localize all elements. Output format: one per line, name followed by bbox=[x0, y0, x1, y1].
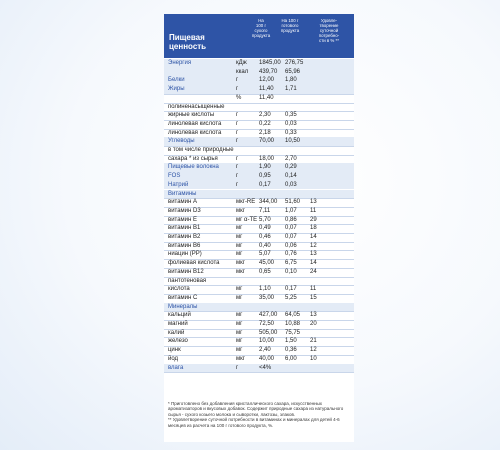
table-row bbox=[164, 163, 354, 172]
cell-name: витамин В2 bbox=[168, 234, 201, 240]
cell-v1: 0,46 bbox=[259, 234, 271, 240]
cell-v3: 11 bbox=[310, 207, 317, 214]
table-row bbox=[164, 59, 354, 68]
cell-v2: 1,71 bbox=[285, 86, 297, 93]
cell-v3: 13 bbox=[310, 199, 317, 206]
table-row bbox=[164, 285, 354, 294]
cell-unit: мг bbox=[236, 329, 243, 336]
cell-v1: 2,18 bbox=[259, 129, 271, 136]
cell-v2: 0,33 bbox=[285, 129, 297, 136]
cell-v2: 75,75 bbox=[285, 329, 301, 336]
col2-line: готового bbox=[281, 23, 299, 28]
cell-name: в том числе природные bbox=[168, 147, 234, 153]
cell-v3: 12 bbox=[310, 242, 317, 249]
cell-v1: 45,00 bbox=[259, 260, 275, 267]
table-row bbox=[164, 172, 354, 181]
cell-v2: 1,80 bbox=[285, 77, 297, 84]
col1-line: сухого bbox=[254, 28, 268, 33]
cell-unit: г bbox=[236, 112, 239, 119]
cell-name: пантотеновая bbox=[168, 277, 207, 284]
cell-v2: 0,10 bbox=[285, 268, 297, 275]
table-row bbox=[164, 146, 354, 155]
cell-v3: 18 bbox=[310, 225, 317, 232]
table-row bbox=[164, 216, 354, 225]
col1-line: 100 г bbox=[255, 23, 267, 28]
table-row bbox=[164, 111, 354, 120]
cell-name: йод bbox=[168, 355, 179, 362]
cell-v1: 2,40 bbox=[259, 347, 271, 354]
nutrition-table bbox=[164, 14, 354, 442]
table-row bbox=[164, 68, 354, 77]
col3-line: сти в % ** bbox=[319, 38, 339, 43]
cell-name: сахара * из сырья bbox=[168, 155, 218, 162]
cell-v2: 0,03 bbox=[285, 120, 297, 127]
table-row bbox=[164, 103, 354, 112]
table-row bbox=[164, 320, 354, 329]
cell-v1: 0,40 bbox=[259, 242, 271, 249]
cell-v1: 40,00 bbox=[259, 355, 275, 362]
cell-unit: мкг bbox=[236, 268, 245, 275]
cell-name: жирные кислоты bbox=[168, 112, 215, 119]
cell-v2: 0,03 bbox=[285, 181, 297, 188]
cell-v1: 427,00 bbox=[259, 312, 278, 319]
cell-v1: 7,11 bbox=[259, 207, 271, 214]
cell-v2: 0,76 bbox=[285, 251, 297, 258]
table-row bbox=[164, 198, 354, 207]
cell-v3: 13 bbox=[310, 312, 317, 319]
cell-name: Жиры bbox=[168, 86, 185, 93]
cell-unit: мкг-RE bbox=[236, 199, 256, 206]
cell-name: витамин В12 bbox=[168, 268, 204, 275]
cell-v1: 18,00 bbox=[259, 155, 275, 162]
cell-unit: мкг bbox=[236, 207, 245, 214]
cell-v1: 72,50 bbox=[259, 321, 275, 327]
table-row bbox=[164, 329, 354, 338]
cell-name: витамин В1 bbox=[168, 225, 201, 232]
cell-unit: мг bbox=[236, 251, 243, 258]
cell-v3: 20 bbox=[310, 321, 317, 327]
table-row bbox=[164, 259, 354, 268]
cell-unit: г bbox=[236, 173, 239, 180]
col3-line: суточной bbox=[319, 28, 339, 33]
cell-unit: мг bbox=[236, 242, 243, 249]
cell-v1: 1845,00 bbox=[259, 60, 281, 66]
cell-v1: 1,10 bbox=[259, 286, 271, 293]
cell-unit: мг bbox=[236, 347, 243, 354]
table-header bbox=[164, 14, 354, 58]
cell-v1: 70,00 bbox=[259, 138, 275, 145]
cell-v1: 10,00 bbox=[259, 338, 275, 345]
cell-name: витамин Е bbox=[168, 216, 198, 223]
table-row bbox=[164, 250, 354, 259]
cell-v1: 505,00 bbox=[259, 329, 278, 336]
cell-v3: 14 bbox=[310, 260, 317, 267]
cell-v2: 6,75 bbox=[285, 260, 297, 267]
table-row bbox=[164, 364, 354, 373]
table-row bbox=[164, 233, 354, 242]
cell-unit: г bbox=[236, 364, 239, 371]
table-row bbox=[164, 294, 354, 303]
cell-unit: мг α-ТЕ bbox=[236, 216, 258, 223]
cell-v2: 5,25 bbox=[285, 294, 297, 301]
footnotes bbox=[168, 401, 350, 428]
cell-v2: 0,14 bbox=[285, 173, 297, 180]
cell-unit: г bbox=[236, 181, 239, 188]
table-row bbox=[164, 224, 354, 233]
row-divider bbox=[164, 372, 354, 373]
cell-name: витамин С bbox=[168, 294, 198, 301]
cell-unit: мкг bbox=[236, 260, 245, 267]
col1-line: продукта bbox=[251, 33, 271, 38]
cell-v1: 11,40 bbox=[259, 94, 274, 101]
cell-v1: 0,17 bbox=[259, 181, 271, 188]
cell-name: Натрий bbox=[168, 181, 189, 188]
cell-v1: 11,40 bbox=[259, 86, 274, 93]
cell-unit: г bbox=[236, 138, 239, 145]
cell-unit: г bbox=[236, 164, 239, 171]
cell-name: витамин В6 bbox=[168, 242, 201, 249]
cell-name: Минералы bbox=[168, 303, 198, 310]
cell-name: полиненасыщенные bbox=[168, 103, 225, 110]
cell-v2: 276,75 bbox=[285, 60, 304, 66]
cell-v1: 2,30 bbox=[259, 112, 271, 119]
table-row bbox=[164, 311, 354, 320]
cell-unit: мг bbox=[236, 321, 243, 327]
cell-v2: 0,29 bbox=[285, 164, 297, 171]
col3-line: потребно- bbox=[318, 33, 340, 38]
cell-v1: 439,70 bbox=[259, 68, 278, 75]
cell-v2: 0,36 bbox=[285, 347, 297, 354]
footnote-2: ** Удовлетворение суточной потребности в витаминах и минералах для детей 4-6 месяцев из расчета на 100 г готового продукта, %. bbox=[168, 417, 340, 428]
cell-unit: мкг bbox=[236, 355, 245, 362]
cell-name: магний bbox=[168, 321, 188, 327]
cell-name: железо bbox=[168, 338, 188, 345]
cell-v1: 5,70 bbox=[259, 216, 271, 223]
cell-v1: 5,07 bbox=[259, 251, 271, 258]
table-row bbox=[164, 268, 354, 277]
cell-unit: мг bbox=[236, 312, 243, 319]
column-header-dry bbox=[248, 18, 274, 38]
cell-v3: 29 bbox=[310, 216, 317, 223]
cell-v2: 0,07 bbox=[285, 225, 297, 232]
cell-unit: г bbox=[236, 129, 239, 136]
cell-v1: 0,22 bbox=[259, 120, 271, 127]
cell-v2: 2,70 bbox=[285, 155, 297, 162]
cell-v2: 64,05 bbox=[285, 312, 301, 319]
table-row bbox=[164, 76, 354, 85]
cell-unit: ккал bbox=[236, 68, 249, 75]
cell-unit: г bbox=[236, 155, 239, 162]
cell-name: кислота bbox=[168, 286, 190, 293]
table-row bbox=[164, 190, 354, 199]
cell-v2: 0,07 bbox=[285, 234, 297, 240]
cell-v1: 344,00 bbox=[259, 199, 278, 206]
cell-v2: 0,17 bbox=[285, 286, 297, 293]
cell-v2: 1,07 bbox=[285, 207, 297, 214]
col3-line: Удовле- bbox=[320, 18, 338, 23]
cell-v2: 0,06 bbox=[285, 242, 297, 249]
cell-v1: 1,90 bbox=[259, 164, 271, 171]
col2-line: продукта bbox=[280, 28, 300, 33]
cell-v1: 0,95 bbox=[259, 173, 271, 180]
cell-name: Пищевые волокна bbox=[168, 164, 219, 171]
cell-v2: 6,00 bbox=[285, 355, 297, 362]
col3-line: творение bbox=[319, 23, 339, 28]
cell-unit: кДж bbox=[236, 60, 247, 66]
cell-unit: мг bbox=[236, 286, 243, 293]
col1-line: На bbox=[258, 18, 264, 23]
table-row bbox=[164, 181, 354, 190]
cell-unit: г bbox=[236, 86, 239, 93]
table-row bbox=[164, 85, 354, 94]
cell-v3: 24 bbox=[310, 268, 317, 275]
cell-unit: % bbox=[236, 94, 242, 101]
cell-v2: 10,50 bbox=[285, 138, 301, 145]
table-row bbox=[164, 346, 354, 355]
cell-name: кальций bbox=[168, 312, 191, 319]
table-row bbox=[164, 303, 354, 312]
cell-name: фолиевая кислота bbox=[168, 260, 220, 267]
cell-name: витамин А bbox=[168, 199, 198, 206]
table-row bbox=[164, 355, 354, 364]
cell-name: цинк bbox=[168, 347, 181, 354]
cell-v2: 10,88 bbox=[285, 321, 301, 327]
title-line-2: ценность bbox=[169, 42, 207, 51]
cell-unit: мг bbox=[236, 294, 243, 301]
cell-v1: 35,00 bbox=[259, 294, 275, 301]
cell-v3: 15 bbox=[310, 294, 317, 301]
cell-v3: 13 bbox=[310, 251, 317, 258]
table-title bbox=[169, 33, 206, 51]
cell-name: калий bbox=[168, 329, 185, 336]
table-row bbox=[164, 155, 354, 164]
cell-v1: 0,65 bbox=[259, 268, 271, 275]
cell-v1: 0,49 bbox=[259, 225, 271, 232]
table-row bbox=[164, 120, 354, 129]
col2-line: На 100 г bbox=[281, 18, 299, 23]
cell-v2: 1,50 bbox=[285, 338, 297, 345]
cell-name: линолевая кислота bbox=[168, 120, 222, 127]
cell-v2: 65,96 bbox=[285, 68, 301, 75]
cell-name: витамин D3 bbox=[168, 207, 201, 214]
column-header-ready bbox=[277, 18, 303, 33]
column-header-daily bbox=[306, 18, 352, 43]
table-row bbox=[164, 277, 354, 286]
table-row bbox=[164, 129, 354, 138]
table-row bbox=[164, 242, 354, 251]
cell-name: Углеводы bbox=[168, 138, 195, 145]
table-row bbox=[164, 207, 354, 216]
table-row bbox=[164, 337, 354, 346]
cell-v3: 12 bbox=[310, 347, 317, 354]
cell-v3: 14 bbox=[310, 234, 317, 240]
cell-v2: 0,35 bbox=[285, 112, 297, 119]
cell-unit: г bbox=[236, 120, 239, 127]
cell-name: FOS bbox=[168, 173, 181, 180]
cell-name: влага bbox=[168, 364, 184, 371]
cell-unit: мг bbox=[236, 225, 243, 232]
footnote-1: * Приготовлено без добавления кристаллического сахара, искусственных ароматизаторов и вкусовых добавок. Содержит природные сахара из натурального сырья - сухого козьего молока и сыворотки, лактозы, злаков. bbox=[168, 401, 344, 417]
cell-unit: мг bbox=[236, 338, 243, 345]
cell-name: Витамины bbox=[168, 190, 197, 197]
cell-v2: 0,86 bbox=[285, 216, 297, 223]
cell-name: Энергия bbox=[168, 60, 192, 66]
cell-v3: 21 bbox=[310, 338, 317, 345]
cell-unit: мг bbox=[236, 234, 243, 240]
cell-v3: 10 bbox=[310, 355, 317, 362]
cell-unit: г bbox=[236, 77, 239, 84]
title-line-1: Пищевая bbox=[169, 33, 205, 42]
cell-v1: 12,00 bbox=[259, 77, 275, 84]
cell-v3: 11 bbox=[310, 286, 317, 293]
cell-name: линолевая кислота bbox=[168, 129, 222, 136]
cell-name: ниацин (РР) bbox=[168, 251, 202, 258]
cell-v2: 51,60 bbox=[285, 199, 301, 206]
cell-v1: <4% bbox=[259, 364, 272, 371]
cell-name: Белки bbox=[168, 77, 185, 84]
table-row bbox=[164, 137, 354, 146]
table-row bbox=[164, 94, 354, 103]
